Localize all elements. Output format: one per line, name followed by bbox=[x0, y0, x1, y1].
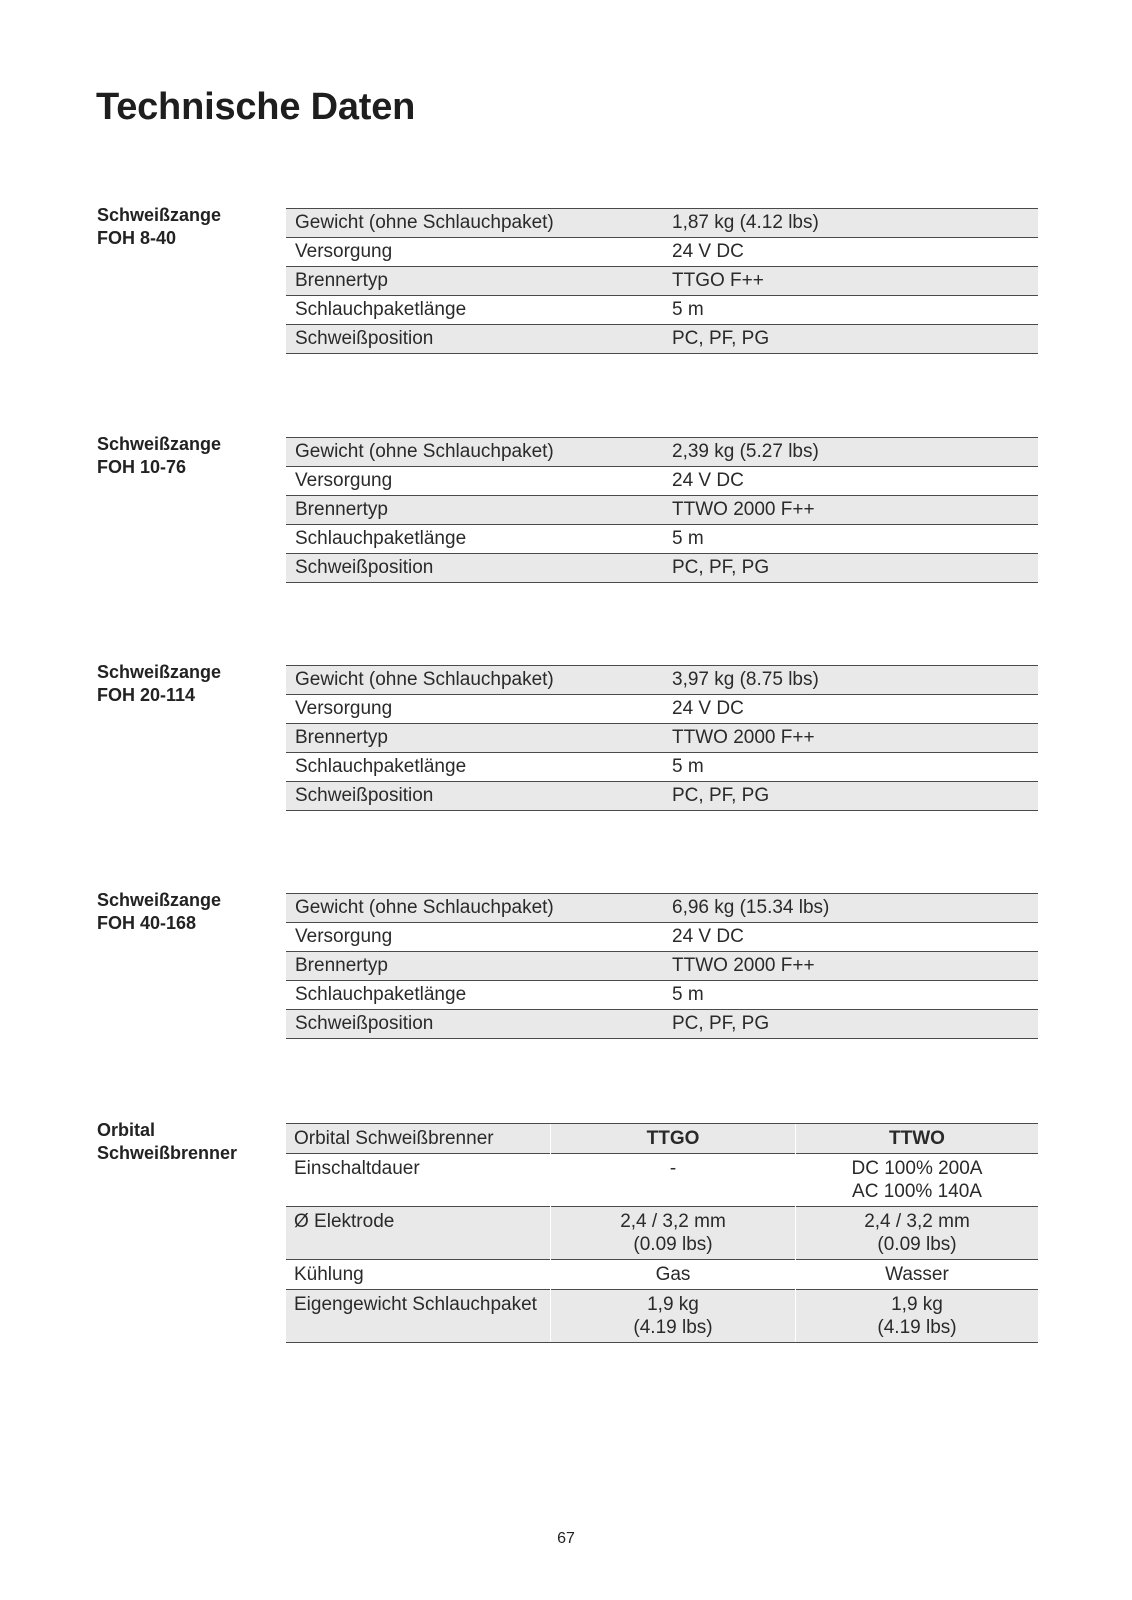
spec-value: PC, PF, PG bbox=[663, 325, 1038, 354]
spec-value: 24 V DC bbox=[663, 238, 1038, 267]
value-line: DC 100% 200A bbox=[851, 1158, 983, 1179]
spec-table bbox=[286, 437, 1038, 583]
page-number: 67 bbox=[557, 1530, 575, 1547]
spec-value: 24 V DC bbox=[663, 467, 1038, 496]
spec-value: 24 V DC bbox=[663, 923, 1038, 952]
table-row bbox=[286, 496, 1038, 525]
spec-key: Versorgung bbox=[286, 238, 663, 267]
spec-key: Schlauchpaketlänge bbox=[286, 981, 663, 1010]
spec-value: 5 m bbox=[663, 296, 1038, 325]
value-line: AC 100% 140A bbox=[852, 1181, 982, 1202]
section-label bbox=[97, 433, 267, 479]
spec-value-ttwo bbox=[796, 1260, 1039, 1290]
table-row bbox=[286, 438, 1038, 467]
value-line: (0.09 lbs) bbox=[877, 1234, 957, 1255]
spec-value-ttgo bbox=[551, 1154, 796, 1207]
section-label-line2: FOH 20-114 bbox=[97, 685, 196, 705]
spec-key: Versorgung bbox=[286, 467, 663, 496]
value-line: - bbox=[669, 1158, 677, 1179]
spec-key: Versorgung bbox=[286, 923, 663, 952]
table-row bbox=[286, 325, 1038, 354]
value-line: 1,9 kg bbox=[891, 1294, 943, 1315]
page-title: Technische Daten bbox=[96, 86, 416, 128]
spec-key: Gewicht (ohne Schlauchpaket) bbox=[286, 894, 663, 923]
value-line: (4.19 lbs) bbox=[877, 1317, 957, 1338]
table-row bbox=[286, 923, 1038, 952]
section-label-line2: FOH 10-76 bbox=[97, 457, 187, 477]
spec-value-ttgo bbox=[551, 1290, 796, 1343]
spec-key: Gewicht (ohne Schlauchpaket) bbox=[286, 666, 663, 695]
section-label bbox=[97, 661, 267, 707]
table-row bbox=[286, 209, 1038, 238]
spec-key: Brennertyp bbox=[286, 267, 663, 296]
table-row bbox=[286, 467, 1038, 496]
spec-table bbox=[286, 208, 1038, 354]
spec-key: Schweißposition bbox=[286, 1010, 663, 1039]
spec-value: PC, PF, PG bbox=[663, 782, 1038, 811]
spec-value-ttgo bbox=[551, 1260, 796, 1290]
spec-value: 5 m bbox=[663, 525, 1038, 554]
section-label bbox=[97, 889, 267, 935]
spec-value: TTWO 2000 F++ bbox=[663, 724, 1038, 753]
spec-value: 5 m bbox=[663, 981, 1038, 1010]
table-row bbox=[286, 894, 1038, 923]
spec-key: Schweißposition bbox=[286, 325, 663, 354]
table-row bbox=[286, 782, 1038, 811]
section-label-line1: Schweißzange bbox=[97, 662, 222, 682]
spec-table bbox=[286, 665, 1038, 811]
spec-value: TTGO F++ bbox=[663, 267, 1038, 296]
spec-key: Brennertyp bbox=[286, 496, 663, 525]
spec-value: 24 V DC bbox=[663, 695, 1038, 724]
spec-table bbox=[286, 893, 1038, 1039]
header-ttwo: TTWO bbox=[796, 1124, 1039, 1154]
section-label-line1: Orbital bbox=[97, 1120, 156, 1140]
spec-key: Schlauchpaketlänge bbox=[286, 753, 663, 782]
table-row bbox=[286, 296, 1038, 325]
table-header-row bbox=[286, 1124, 1038, 1154]
spec-value-ttwo bbox=[796, 1207, 1039, 1260]
section-label-line2: FOH 8-40 bbox=[97, 228, 177, 248]
table-row bbox=[286, 952, 1038, 981]
spec-key: Versorgung bbox=[286, 695, 663, 724]
spec-value: TTWO 2000 F++ bbox=[663, 952, 1038, 981]
table-row bbox=[286, 267, 1038, 296]
spec-value-ttwo bbox=[796, 1290, 1039, 1343]
spec-value: 3,97 kg (8.75 lbs) bbox=[663, 666, 1038, 695]
spec-key: Eigengewicht Schlauchpaket bbox=[286, 1290, 551, 1343]
spec-key: Schlauchpaketlänge bbox=[286, 296, 663, 325]
section-label-line2: Schweißbrenner bbox=[97, 1143, 238, 1163]
header-label: Orbital Schweißbrenner bbox=[286, 1124, 551, 1154]
table-row bbox=[286, 981, 1038, 1010]
table-row bbox=[286, 666, 1038, 695]
value-line: 2,4 / 3,2 mm bbox=[864, 1211, 970, 1232]
spec-key: Brennertyp bbox=[286, 724, 663, 753]
value-line: (0.09 lbs) bbox=[633, 1234, 713, 1255]
section-label-line1: Schweißzange bbox=[97, 890, 222, 910]
table-row bbox=[286, 1154, 1038, 1207]
section-label bbox=[97, 204, 267, 250]
value-line: 2,4 / 3,2 mm bbox=[620, 1211, 726, 1232]
orbital-table bbox=[286, 1123, 1038, 1343]
table-row bbox=[286, 1290, 1038, 1343]
spec-key: Ø Elektrode bbox=[286, 1207, 551, 1260]
value-line: Gas bbox=[655, 1264, 691, 1285]
spec-value-ttwo bbox=[796, 1154, 1039, 1207]
header-ttgo: TTGO bbox=[551, 1124, 796, 1154]
value-line: Wasser bbox=[885, 1264, 949, 1285]
table-row bbox=[286, 724, 1038, 753]
table-row bbox=[286, 1010, 1038, 1039]
spec-key: Einschaltdauer bbox=[286, 1154, 551, 1207]
spec-key: Schlauchpaketlänge bbox=[286, 525, 663, 554]
table-row bbox=[286, 1260, 1038, 1290]
table-row bbox=[286, 753, 1038, 782]
section-label bbox=[97, 1119, 267, 1165]
section-label-line1: Schweißzange bbox=[97, 434, 222, 454]
spec-key: Gewicht (ohne Schlauchpaket) bbox=[286, 209, 663, 238]
spec-key: Kühlung bbox=[286, 1260, 551, 1290]
spec-key: Gewicht (ohne Schlauchpaket) bbox=[286, 438, 663, 467]
spec-value: TTWO 2000 F++ bbox=[663, 496, 1038, 525]
section-label-line1: Schweißzange bbox=[97, 205, 222, 225]
table-row bbox=[286, 525, 1038, 554]
section-label-line2: FOH 40-168 bbox=[97, 913, 197, 933]
value-line: (4.19 lbs) bbox=[633, 1317, 713, 1338]
table-row bbox=[286, 554, 1038, 583]
value-line: 1,9 kg bbox=[647, 1294, 699, 1315]
spec-value: 5 m bbox=[663, 753, 1038, 782]
spec-value: 2,39 kg (5.27 lbs) bbox=[663, 438, 1038, 467]
spec-key: Brennertyp bbox=[286, 952, 663, 981]
spec-value: 1,87 kg (4.12 lbs) bbox=[663, 209, 1038, 238]
spec-value: PC, PF, PG bbox=[663, 554, 1038, 583]
spec-key: Schweißposition bbox=[286, 554, 663, 583]
table-row bbox=[286, 695, 1038, 724]
spec-value: PC, PF, PG bbox=[663, 1010, 1038, 1039]
spec-key: Schweißposition bbox=[286, 782, 663, 811]
spec-value-ttgo bbox=[551, 1207, 796, 1260]
table-row bbox=[286, 238, 1038, 267]
spec-value: 6,96 kg (15.34 lbs) bbox=[663, 894, 1038, 923]
table-row bbox=[286, 1207, 1038, 1260]
